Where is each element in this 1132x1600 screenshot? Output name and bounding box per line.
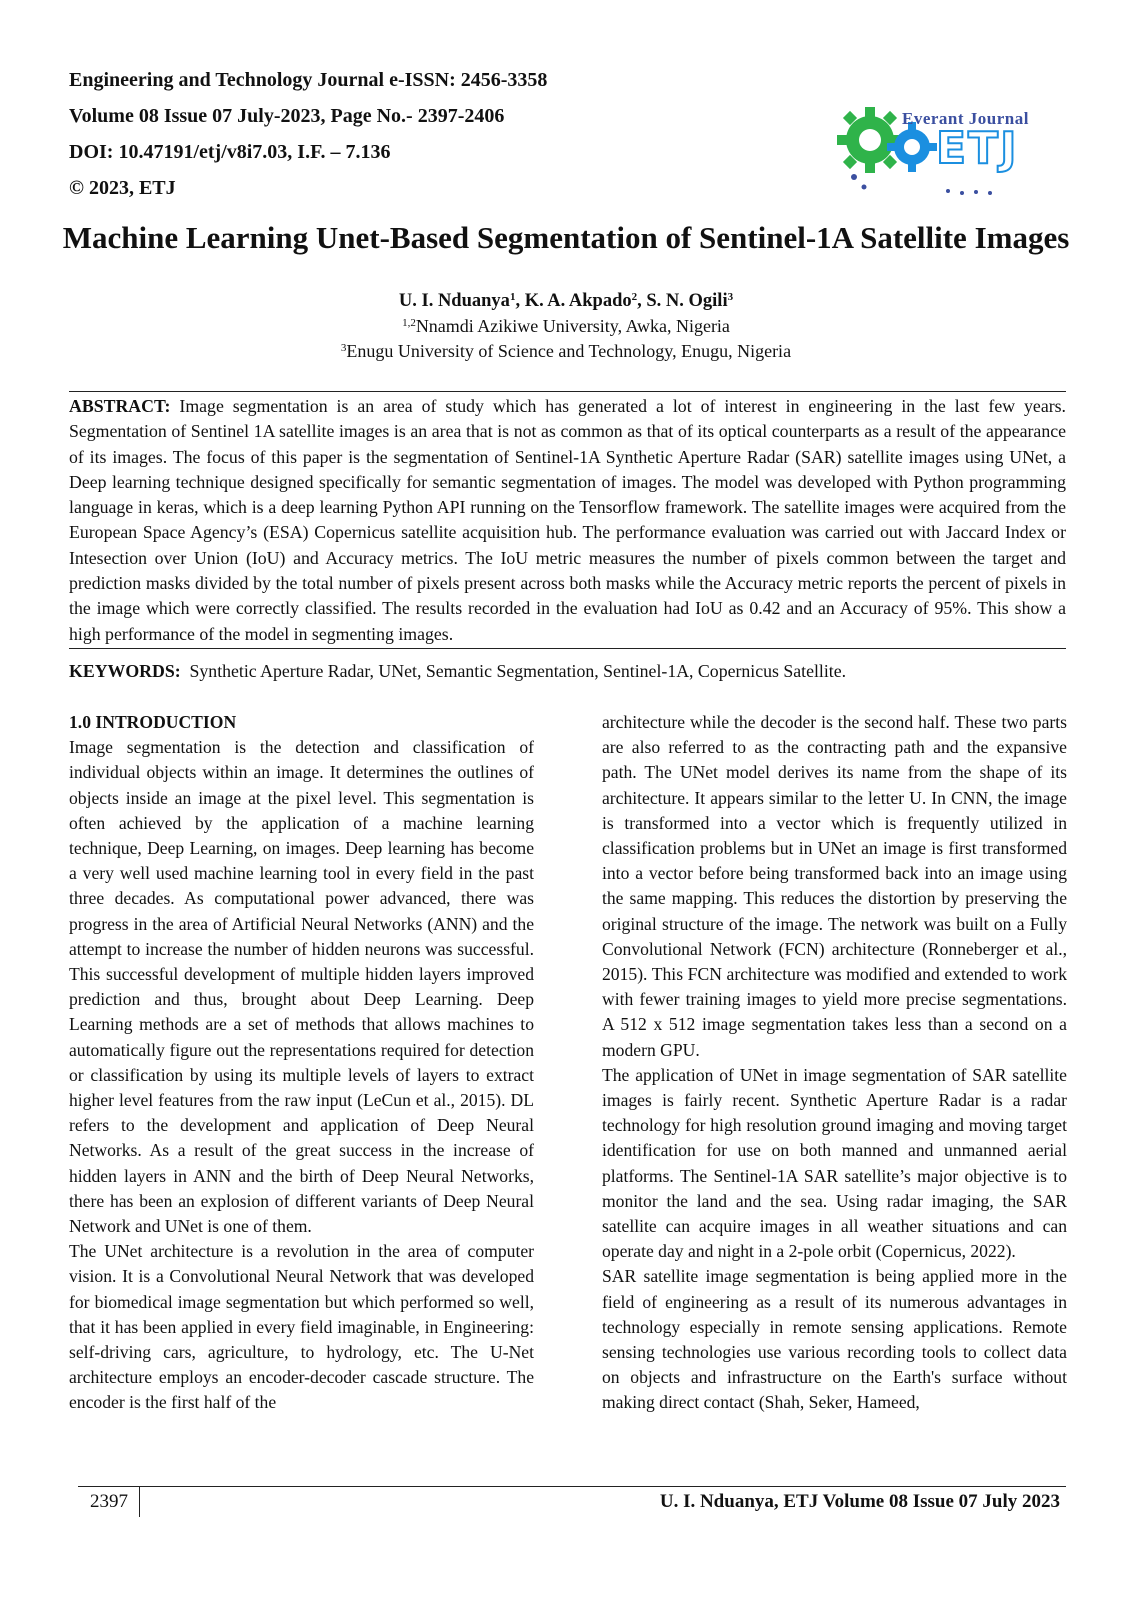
- left-column: [69, 710, 534, 1416]
- affiliation-text: Nnamdi Azikiwe University, Awka, Nigeria: [415, 316, 730, 336]
- journal-name: Engineering and Technology Journal e-ISSN: 2456-3358: [69, 69, 548, 91]
- footer-rule: [78, 1486, 1066, 1487]
- right-column: [602, 710, 1067, 1416]
- section-heading: 1.0 INTRODUCTION: [69, 712, 237, 732]
- affiliation-text: Enugu University of Science and Technology, Enugu, Nigeria: [346, 341, 792, 361]
- keywords: [69, 659, 1066, 684]
- abstract-bottom-rule: [69, 648, 1066, 649]
- author-sup: 2: [631, 291, 638, 303]
- author-separator: ,: [515, 291, 525, 311]
- affiliation-sup: 1,2: [402, 317, 416, 329]
- volume-info: Volume 08 Issue 07 July-2023, Page No.- 2397-2406: [69, 105, 505, 127]
- copyright: © 2023, ETJ: [69, 177, 176, 199]
- author-sup: 1: [509, 291, 516, 303]
- etj-logo: [830, 95, 1040, 205]
- paper-title: Machine Learning Unet-Based Segmentation of Sentinel-1A Satellite Images: [62, 220, 1070, 255]
- paragraph: The application of UNet in image segmentation of SAR satellite images is fairly recent. Synthetic Aperture Radar is a radar technology for high resolution ground imaging and moving target identification for use on both manned and unmanned aerial platforms. The Sentinel-1A SAR satellite’s major objective is to monitor the land and the sea. Using radar imaging, the SAR satellite can acquire images in all weather situations and can operate day and night in a 2-pole orbit (Copernicus, 2022).: [602, 1064, 1067, 1262]
- author-sup: 3: [727, 291, 734, 303]
- doi-info: DOI: 10.47191/etj/v8i7.03, I.F. – 7.136: [69, 141, 391, 163]
- paragraph: SAR satellite image segmentation is being applied more in the field of engineering as a result of its numerous advantages in technology especially in remote sensing applications. Remote sensing technologies use various recording tools to collect data on objects and infrastructure on the Earth's surface without making direct contact (Shah, Seker, Hameed,: [602, 1266, 1067, 1413]
- author-list: [0, 288, 1132, 314]
- paragraph: architecture while the decoder is the second half. These two parts are also referred to as the contracting path and the expansive path. The UNet model derives its name from the shape of its architecture. It appears similar to the letter U. In CNN, the image is transformed into a vector which is frequently utilized in classification problems but in UNet an image is first transformed into a vector before being transformed back into an image using the same mapping. This reduces the distortion by preserving the original structure of the image. The network was built on a Fully Convolutional Network (FCN) architecture (Ronneberger et al., 2015). This FCN architecture was modified and extended to work with fewer training images to yield more precise segmentations. A 512 x 512 image segmentation takes less than a second on a modern GPU.: [602, 712, 1067, 1060]
- affiliation: [0, 314, 1132, 338]
- journal-header: [69, 66, 547, 210]
- logo-etj-text: ETJ: [936, 123, 1019, 174]
- author-name: U. I. Nduanya: [398, 291, 510, 311]
- abstract-top-rule: [69, 391, 1066, 392]
- affiliation: [0, 339, 1132, 363]
- keywords-text: Synthetic Aperture Radar, UNet, Semantic Segmentation, Sentinel-1A, Copernicus Satellite.: [189, 661, 847, 681]
- page-number: 2397: [90, 1491, 128, 1512]
- abstract: [69, 394, 1066, 647]
- affiliation-sup: 3: [340, 342, 347, 354]
- paragraph: The UNet architecture is a revolution in the area of computer vision. It is a Convolutional Neural Network that was developed for biomedical image segmentation but which performed so well, that it has been applied in every field imaginable, in Engineering: self-driving cars, agriculture, to hydrology, etc. The U-Net architecture employs an encoder-decoder cascade structure. The encoder is the first half of the: [69, 1241, 534, 1413]
- abstract-label: ABSTRACT:: [69, 396, 171, 416]
- author-separator: ,: [637, 291, 647, 311]
- paragraph: Image segmentation is the detection and classification of individual objects within an image. It determines the outlines of objects inside an image at the pixel level. This segmentation is often achieved by the application of a machine learning technique, Deep Learning, on images. Deep learning has become a very well used machine learning tool in every field in the past three decades. As computational power advanced, there was progress in the area of Artificial Neural Networks (ANN) and the attempt to increase the number of hidden neurons was successful. This successful development of multiple hidden layers improved prediction and thus, brought about Deep Learning. Deep Learning methods are a set of methods that allows machines to automatically figure out the representations required for detection or classification by using its multiple levels of layers to extract higher level features from the raw input (LeCun et al., 2015). DL refers to the development and application of Deep Neural Networks. As a result of the great success in the increase of hidden layers in ANN and the birth of Deep Neural Networks, there has been an explosion of different variants of Deep Neural Network and UNet is one of them.: [69, 737, 534, 1237]
- running-footer: U. I. Nduanya, ETJ Volume 08 Issue 07 July 2023: [659, 1491, 1060, 1512]
- abstract-text: Image segmentation is an area of study which has generated a lot of interest in engineering in the last few years. Segmentation of Sentinel 1A satellite images is an area that is not as common as that of its optical counterparts as a result of the appearance of its images. The focus of this paper is the segmentation of Sentinel-1A Synthetic Aperture Radar (SAR) satellite images using UNet, a Deep learning technique designed specifically for semantic segmentation of images. The model was developed with Python programming language in keras, which is a deep learning Python API running on the Tensorflow framework. The satellite images were acquired from the European Space Agency’s (ESA) Copernicus satellite acquisition hub. The performance evaluation was carried out with Jaccard Index or Intesection over Union (IoU) and Accuracy metrics. The IoU metric measures the number of pixels common between the target and prediction masks divided by the total number of pixels present across both masks while the Accuracy metric reports the percent of pixels in the image which were correctly classified. The results recorded in the evaluation had IoU as 0.42 and an Accuracy of 95%. This show a high performance of the model in segmenting images.: [69, 396, 1066, 644]
- footer-separator: [139, 1487, 140, 1517]
- author-name: S. N. Ogili: [646, 291, 728, 311]
- author-name: K. A. Akpado: [524, 291, 632, 311]
- keywords-label: KEYWORDS:: [69, 661, 181, 681]
- logo-caption: Everant Journal: [902, 109, 1029, 128]
